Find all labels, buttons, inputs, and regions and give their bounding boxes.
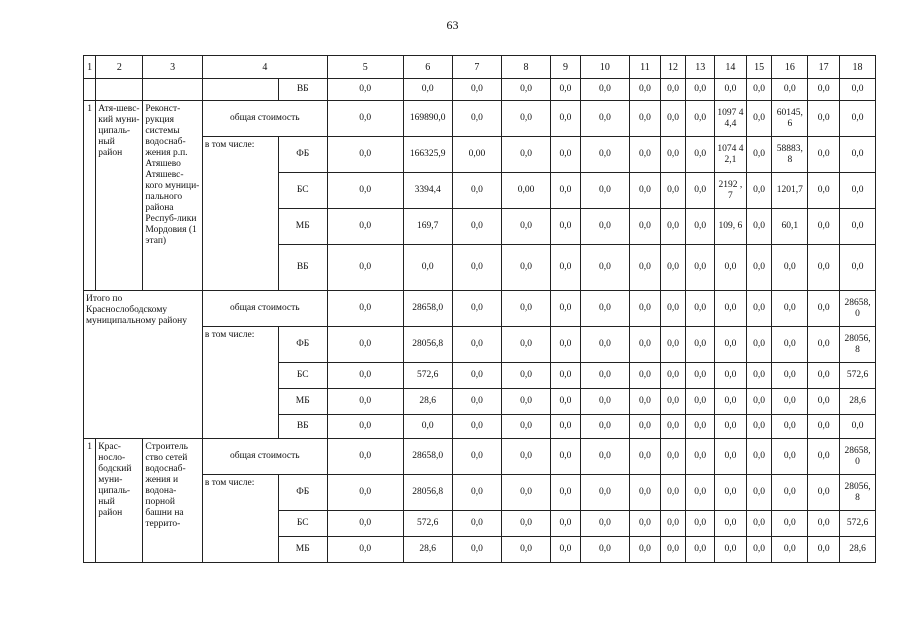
block3-r2-col15: 0,0 — [746, 511, 772, 537]
block3-r3-col14: 0,0 — [715, 537, 747, 563]
block1-r0-col11: 0,0 — [630, 101, 661, 137]
block2-r2-col10: 0,0 — [580, 363, 629, 389]
block1-r2-col5: 0,0 — [327, 173, 403, 209]
block3-r1-col8: 0,0 — [501, 475, 550, 511]
block1-r2-col17: 0,0 — [808, 173, 840, 209]
block3-r0-col6: 28658,0 — [403, 439, 452, 475]
header-col-8: 8 — [501, 56, 550, 79]
block2-r2-col12: 0,0 — [660, 363, 686, 389]
block2-title: Итого по Краснослободскому муниципальному району — [84, 291, 203, 439]
block1-r4-col6: 0,0 — [403, 245, 452, 291]
block3-r0-col18: 28658, 0 — [840, 439, 876, 475]
block3-number: 1 — [84, 439, 96, 563]
block1-r0-col5: 0,0 — [327, 101, 403, 137]
block1-r0-col8: 0,0 — [501, 101, 550, 137]
block1-r4-col9: 0,0 — [551, 245, 581, 291]
block3-r3-col6: 28,6 — [403, 537, 452, 563]
block1-r2-col7: 0,0 — [452, 173, 501, 209]
block2-r2-col8: 0,0 — [501, 363, 550, 389]
block3-incl-label: в том числе: — [202, 475, 278, 563]
block2-r4-col9: 0,0 — [551, 415, 581, 439]
block2-r3-col12: 0,0 — [660, 389, 686, 415]
block1-r4-col8: 0,0 — [501, 245, 550, 291]
block2-r2-col17: 0,0 — [808, 363, 840, 389]
block3-r0-col16: 0,0 — [772, 439, 808, 475]
block3-r2-col12: 0,0 — [660, 511, 686, 537]
header-row — [84, 56, 876, 79]
block3-r2-col9: 0,0 — [551, 511, 581, 537]
block1-r0-col16: 60145, 6 — [772, 101, 808, 137]
table-row — [84, 475, 876, 511]
block2-r2-col6: 572,6 — [403, 363, 452, 389]
block2-r4-col14: 0,0 — [715, 415, 747, 439]
block2-r4-col18: 0,0 — [840, 415, 876, 439]
block1-incl-label: в том числе: — [202, 137, 278, 291]
block3-source-label: БС — [278, 511, 327, 537]
table-row — [84, 79, 876, 101]
header-col-2: 2 — [96, 56, 143, 79]
table-row — [84, 291, 876, 327]
block2-r2-col14: 0,0 — [715, 363, 747, 389]
budget-table — [83, 55, 876, 563]
header-col-16: 16 — [772, 56, 808, 79]
table-row — [84, 137, 876, 173]
block1-r0-col9: 0,0 — [551, 101, 581, 137]
header-col-3: 3 — [143, 56, 202, 79]
block2-r4-col15: 0,0 — [746, 415, 772, 439]
block2-r0-col5: 0,0 — [327, 291, 403, 327]
block1-r4-col10: 0,0 — [580, 245, 629, 291]
block1-r3-col9: 0,0 — [551, 209, 581, 245]
block3-r3-col7: 0,0 — [452, 537, 501, 563]
block1-r1-col8: 0,0 — [501, 137, 550, 173]
block1-r1-col7: 0,00 — [452, 137, 501, 173]
block1-r3-col8: 0,0 — [501, 209, 550, 245]
block1-number: 1 — [84, 101, 96, 291]
block1-r1-col17: 0,0 — [808, 137, 840, 173]
block2-r4-col8: 0,0 — [501, 415, 550, 439]
block3-r3-col11: 0,0 — [630, 537, 661, 563]
block1-r2-col11: 0,0 — [630, 173, 661, 209]
header-col-14: 14 — [715, 56, 747, 79]
block1-r0-col18: 0,0 — [840, 101, 876, 137]
block1-r1-col11: 0,0 — [630, 137, 661, 173]
top-col17: 0,0 — [808, 79, 840, 101]
block2-r1-col12: 0,0 — [660, 327, 686, 363]
block2-r2-col5: 0,0 — [327, 363, 403, 389]
table-row — [84, 327, 876, 363]
block2-r3-col10: 0,0 — [580, 389, 629, 415]
block3-r1-col18: 28056, 8 — [840, 475, 876, 511]
block1-r1-col10: 0,0 — [580, 137, 629, 173]
top-col15: 0,0 — [746, 79, 772, 101]
block3-r3-col16: 0,0 — [772, 537, 808, 563]
block1-total-label: общая стоимость — [202, 101, 327, 137]
block3-r1-col11: 0,0 — [630, 475, 661, 511]
table-row — [84, 439, 876, 475]
top-col13: 0,0 — [686, 79, 715, 101]
block3-r2-col6: 572,6 — [403, 511, 452, 537]
block3-r3-col18: 28,6 — [840, 537, 876, 563]
block1-r3-col14: 109, 6 — [715, 209, 747, 245]
header-col-17: 17 — [808, 56, 840, 79]
block1-r2-col13: 0,0 — [686, 173, 715, 209]
block1-r3-col12: 0,0 — [660, 209, 686, 245]
block2-source-label: ВБ — [278, 415, 327, 439]
block1-r2-col16: 1201,7 — [772, 173, 808, 209]
cell-empty — [202, 79, 278, 101]
block2-r3-col5: 0,0 — [327, 389, 403, 415]
block1-r4-col12: 0,0 — [660, 245, 686, 291]
block2-r0-col14: 0,0 — [715, 291, 747, 327]
page-number: 63 — [446, 18, 459, 32]
block2-r3-col18: 28,6 — [840, 389, 876, 415]
block3-r2-col18: 572,6 — [840, 511, 876, 537]
block3-r3-col17: 0,0 — [808, 537, 840, 563]
block3-district: Крас-носло-бодский муни-ципаль-ный район — [96, 439, 143, 563]
block1-r2-col18: 0,0 — [840, 173, 876, 209]
block1-source-label: ФБ — [278, 137, 327, 173]
block1-r1-col16: 58883, 8 — [772, 137, 808, 173]
block1-r4-col11: 0,0 — [630, 245, 661, 291]
header-col-11: 11 — [630, 56, 661, 79]
top-col6: 0,0 — [403, 79, 452, 101]
block1-r2-col15: 0,0 — [746, 173, 772, 209]
block3-r1-col16: 0,0 — [772, 475, 808, 511]
block1-r1-col5: 0,0 — [327, 137, 403, 173]
top-col16: 0,0 — [772, 79, 808, 101]
block1-r1-col12: 0,0 — [660, 137, 686, 173]
block2-r0-col11: 0,0 — [630, 291, 661, 327]
block3-r2-col11: 0,0 — [630, 511, 661, 537]
block2-r4-col12: 0,0 — [660, 415, 686, 439]
block3-r1-col12: 0,0 — [660, 475, 686, 511]
block3-r1-col15: 0,0 — [746, 475, 772, 511]
block1-r4-col7: 0,0 — [452, 245, 501, 291]
block1-r0-col13: 0,0 — [686, 101, 715, 137]
top-col7: 0,0 — [452, 79, 501, 101]
block3-total-label: общая стоимость — [202, 439, 327, 475]
block1-district: Атя-шевс-кий муни-ципаль-ный район — [96, 101, 143, 291]
block2-total-label: общая стоимость — [202, 291, 327, 327]
block3-r1-col9: 0,0 — [551, 475, 581, 511]
block3-r3-col10: 0,0 — [580, 537, 629, 563]
block1-project: Реконст-рукция системы водоснаб-жения р.п. Атяшево Атяшевс-кого муници-пального района Респуб-лики Мордовия (1 этап) — [143, 101, 202, 291]
block2-r2-col18: 572,6 — [840, 363, 876, 389]
block2-r0-col15: 0,0 — [746, 291, 772, 327]
header-col-1: 1 — [84, 56, 96, 79]
block1-r4-col5: 0,0 — [327, 245, 403, 291]
block2-r4-col10: 0,0 — [580, 415, 629, 439]
block2-r2-col11: 0,0 — [630, 363, 661, 389]
top-col8: 0,0 — [501, 79, 550, 101]
block2-r1-col8: 0,0 — [501, 327, 550, 363]
block2-r1-col10: 0,0 — [580, 327, 629, 363]
block1-r0-col12: 0,0 — [660, 101, 686, 137]
block2-r2-col15: 0,0 — [746, 363, 772, 389]
header-col-6: 6 — [403, 56, 452, 79]
block3-r1-col7: 0,0 — [452, 475, 501, 511]
block1-source-label: ВБ — [278, 245, 327, 291]
block2-r2-col9: 0,0 — [551, 363, 581, 389]
block2-r1-col9: 0,0 — [551, 327, 581, 363]
block1-r0-col14: 1097 44,4 — [715, 101, 747, 137]
block1-r1-col6: 166325,9 — [403, 137, 452, 173]
header-col-7: 7 — [452, 56, 501, 79]
block2-r4-col5: 0,0 — [327, 415, 403, 439]
header-col-12: 12 — [660, 56, 686, 79]
block1-r2-col6: 3394,4 — [403, 173, 452, 209]
block1-r3-col17: 0,0 — [808, 209, 840, 245]
block2-r2-col16: 0,0 — [772, 363, 808, 389]
block3-r0-col12: 0,0 — [660, 439, 686, 475]
block2-r0-col12: 0,0 — [660, 291, 686, 327]
block3-r2-col10: 0,0 — [580, 511, 629, 537]
block3-r2-col13: 0,0 — [686, 511, 715, 537]
block2-r1-col17: 0,0 — [808, 327, 840, 363]
block2-source-label: ФБ — [278, 327, 327, 363]
block1-source-label: БС — [278, 173, 327, 209]
block3-r3-col9: 0,0 — [551, 537, 581, 563]
source-label: ВБ — [278, 79, 327, 101]
block3-r0-col13: 0,0 — [686, 439, 715, 475]
top-col18: 0,0 — [840, 79, 876, 101]
block3-r3-col15: 0,0 — [746, 537, 772, 563]
block2-r0-col9: 0,0 — [551, 291, 581, 327]
top-col14: 0,0 — [715, 79, 747, 101]
block3-r3-col8: 0,0 — [501, 537, 550, 563]
block3-r1-col5: 0,0 — [327, 475, 403, 511]
block1-r3-col7: 0,0 — [452, 209, 501, 245]
block3-r0-col8: 0,0 — [501, 439, 550, 475]
top-col11: 0,0 — [630, 79, 661, 101]
header-col-15: 15 — [746, 56, 772, 79]
block3-r0-col7: 0,0 — [452, 439, 501, 475]
block1-r3-col18: 0,0 — [840, 209, 876, 245]
top-col9: 0,0 — [551, 79, 581, 101]
block2-r4-col11: 0,0 — [630, 415, 661, 439]
block2-r0-col18: 28658, 0 — [840, 291, 876, 327]
block2-incl-label: в том числе: — [202, 327, 278, 439]
block1-r2-col9: 0,0 — [551, 173, 581, 209]
block1-r2-col8: 0,00 — [501, 173, 550, 209]
block1-r1-col14: 1074 42,1 — [715, 137, 747, 173]
block3-r3-col13: 0,0 — [686, 537, 715, 563]
block3-r2-col7: 0,0 — [452, 511, 501, 537]
block1-r0-col10: 0,0 — [580, 101, 629, 137]
block1-r4-col13: 0,0 — [686, 245, 715, 291]
block2-r1-col11: 0,0 — [630, 327, 661, 363]
block2-r1-col7: 0,0 — [452, 327, 501, 363]
block1-r2-col12: 0,0 — [660, 173, 686, 209]
block2-r3-col11: 0,0 — [630, 389, 661, 415]
block2-source-label: МБ — [278, 389, 327, 415]
block3-r3-col5: 0,0 — [327, 537, 403, 563]
block1-r4-col16: 0,0 — [772, 245, 808, 291]
block1-r0-col15: 0,0 — [746, 101, 772, 137]
block1-source-label: МБ — [278, 209, 327, 245]
block1-r3-col13: 0,0 — [686, 209, 715, 245]
block2-r0-col17: 0,0 — [808, 291, 840, 327]
block2-r3-col16: 0,0 — [772, 389, 808, 415]
block2-r3-col13: 0,0 — [686, 389, 715, 415]
block3-r1-col17: 0,0 — [808, 475, 840, 511]
block3-r0-col10: 0,0 — [580, 439, 629, 475]
block1-r4-col17: 0,0 — [808, 245, 840, 291]
table-row — [84, 101, 876, 137]
block3-r0-col17: 0,0 — [808, 439, 840, 475]
block2-r2-col7: 0,0 — [452, 363, 501, 389]
block2-r4-col16: 0,0 — [772, 415, 808, 439]
header-col-5: 5 — [327, 56, 403, 79]
block2-r1-col18: 28056, 8 — [840, 327, 876, 363]
block3-r1-col14: 0,0 — [715, 475, 747, 511]
block1-r0-col17: 0,0 — [808, 101, 840, 137]
block2-r0-col16: 0,0 — [772, 291, 808, 327]
block2-r3-col15: 0,0 — [746, 389, 772, 415]
header-col-9: 9 — [551, 56, 581, 79]
block3-r0-col15: 0,0 — [746, 439, 772, 475]
block3-r2-col16: 0,0 — [772, 511, 808, 537]
block1-r3-col16: 60,1 — [772, 209, 808, 245]
cell-empty — [96, 79, 143, 101]
block2-r3-col7: 0,0 — [452, 389, 501, 415]
block2-r4-col6: 0,0 — [403, 415, 452, 439]
block2-r1-col13: 0,0 — [686, 327, 715, 363]
block3-project: Строитель ство сетей водоснаб-жения и водона-порной башни на террито- — [143, 439, 202, 563]
block3-source-label: ФБ — [278, 475, 327, 511]
block2-r0-col13: 0,0 — [686, 291, 715, 327]
block3-r2-col17: 0,0 — [808, 511, 840, 537]
block3-r1-col10: 0,0 — [580, 475, 629, 511]
block2-r4-col7: 0,0 — [452, 415, 501, 439]
block2-r4-col17: 0,0 — [808, 415, 840, 439]
block3-r2-col8: 0,0 — [501, 511, 550, 537]
block2-r1-col15: 0,0 — [746, 327, 772, 363]
block1-r3-col5: 0,0 — [327, 209, 403, 245]
block2-r4-col13: 0,0 — [686, 415, 715, 439]
block3-r2-col5: 0,0 — [327, 511, 403, 537]
top-col12: 0,0 — [660, 79, 686, 101]
block2-r0-col8: 0,0 — [501, 291, 550, 327]
block1-r1-col18: 0,0 — [840, 137, 876, 173]
block3-r0-col14: 0,0 — [715, 439, 747, 475]
block3-r2-col14: 0,0 — [715, 511, 747, 537]
header-col-13: 13 — [686, 56, 715, 79]
top-col10: 0,0 — [580, 79, 629, 101]
block3-r0-col11: 0,0 — [630, 439, 661, 475]
block2-r2-col13: 0,0 — [686, 363, 715, 389]
block2-r3-col17: 0,0 — [808, 389, 840, 415]
block1-r4-col14: 0,0 — [715, 245, 747, 291]
block1-r0-col7: 0,0 — [452, 101, 501, 137]
block1-r3-col11: 0,0 — [630, 209, 661, 245]
block1-r2-col10: 0,0 — [580, 173, 629, 209]
block1-r1-col15: 0,0 — [746, 137, 772, 173]
block3-source-label: МБ — [278, 537, 327, 563]
block1-r3-col15: 0,0 — [746, 209, 772, 245]
block2-r0-col6: 28658,0 — [403, 291, 452, 327]
header-col-18: 18 — [840, 56, 876, 79]
block1-r4-col15: 0,0 — [746, 245, 772, 291]
block2-r3-col8: 0,0 — [501, 389, 550, 415]
cell-empty — [143, 79, 202, 101]
block3-r0-col9: 0,0 — [551, 439, 581, 475]
top-col5: 0,0 — [327, 79, 403, 101]
block1-r2-col14: 2192 ,7 — [715, 173, 747, 209]
block2-r1-col6: 28056,8 — [403, 327, 452, 363]
header-col-4: 4 — [202, 56, 327, 79]
block2-r0-col10: 0,0 — [580, 291, 629, 327]
block1-r3-col10: 0,0 — [580, 209, 629, 245]
block3-r0-col5: 0,0 — [327, 439, 403, 475]
block3-r3-col12: 0,0 — [660, 537, 686, 563]
block1-r0-col6: 169890,0 — [403, 101, 452, 137]
block1-r1-col13: 0,0 — [686, 137, 715, 173]
header-col-10: 10 — [580, 56, 629, 79]
block3-r1-col6: 28056,8 — [403, 475, 452, 511]
block2-r3-col6: 28,6 — [403, 389, 452, 415]
block1-r1-col9: 0,0 — [551, 137, 581, 173]
block1-r3-col6: 169,7 — [403, 209, 452, 245]
block1-r4-col18: 0,0 — [840, 245, 876, 291]
block2-r3-col9: 0,0 — [551, 389, 581, 415]
block2-r1-col5: 0,0 — [327, 327, 403, 363]
block2-r1-col16: 0,0 — [772, 327, 808, 363]
block2-source-label: БС — [278, 363, 327, 389]
block2-r1-col14: 0,0 — [715, 327, 747, 363]
block2-r0-col7: 0,0 — [452, 291, 501, 327]
block3-r1-col13: 0,0 — [686, 475, 715, 511]
cell-empty — [84, 79, 96, 101]
block2-r3-col14: 0,0 — [715, 389, 747, 415]
